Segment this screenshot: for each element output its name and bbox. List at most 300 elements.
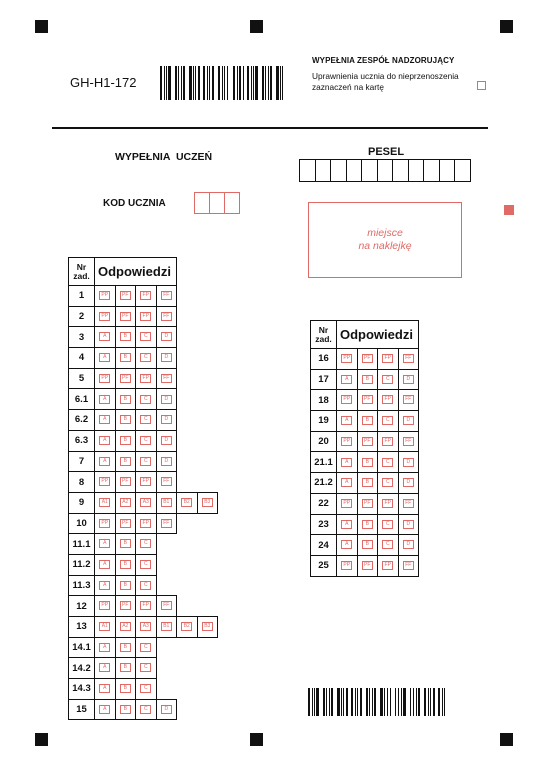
answer-option-cell[interactable] xyxy=(95,513,116,534)
answer-option-box[interactable]: C xyxy=(140,643,151,652)
answer-option-cell[interactable] xyxy=(136,286,157,307)
empty-cell xyxy=(177,368,198,389)
answer-option-cell[interactable] xyxy=(95,327,116,348)
answer-option-cell[interactable] xyxy=(337,535,358,556)
answer-option-box[interactable]: FP xyxy=(140,601,151,610)
answer-option-box[interactable]: A xyxy=(99,436,110,445)
answer-option-box[interactable]: A xyxy=(99,560,110,569)
answer-option-cell[interactable] xyxy=(357,514,378,535)
answer-option-box[interactable]: PP xyxy=(341,395,352,404)
question-number: 12 xyxy=(69,596,95,617)
answer-option-box[interactable]: C xyxy=(382,520,393,529)
answer-option-cell[interactable] xyxy=(156,596,177,617)
answer-option-cell[interactable] xyxy=(136,554,157,575)
answer-option-box[interactable]: FP xyxy=(140,374,151,383)
answer-option-box[interactable]: FF xyxy=(403,499,414,508)
answer-option-cell[interactable] xyxy=(398,473,419,494)
empty-cell xyxy=(177,637,198,658)
empty-cell xyxy=(177,699,198,720)
answer-option-box[interactable]: C xyxy=(140,332,151,341)
answer-option-cell[interactable] xyxy=(136,637,157,658)
answer-option-box[interactable]: B xyxy=(362,416,373,425)
answer-option-box[interactable]: PP xyxy=(341,354,352,363)
answer-option-cell[interactable] xyxy=(156,368,177,389)
answer-option-cell[interactable] xyxy=(136,679,157,700)
empty-cell xyxy=(197,327,218,348)
barcode-stripe xyxy=(384,688,385,716)
answer-option-cell[interactable] xyxy=(95,596,116,617)
answer-option-box[interactable]: A xyxy=(341,458,352,467)
answer-option-cell[interactable] xyxy=(357,452,378,473)
answer-option-box[interactable]: A xyxy=(99,395,110,404)
answer-option-box[interactable]: D xyxy=(403,458,414,467)
answer-option-cell[interactable] xyxy=(136,492,157,513)
answer-option-box[interactable]: PF xyxy=(120,601,131,610)
answer-option-box[interactable]: B xyxy=(120,560,131,569)
student-code-box[interactable] xyxy=(194,192,210,214)
answer-option-cell[interactable] xyxy=(136,327,157,348)
question-number: 13 xyxy=(69,617,95,638)
barcode-stripe xyxy=(273,66,274,100)
answer-option-cell[interactable] xyxy=(337,349,358,370)
answer-option-box[interactable]: A xyxy=(99,684,110,693)
answer-option-cell[interactable] xyxy=(136,513,157,534)
barcode-stripe xyxy=(312,688,313,716)
answer-option-cell[interactable] xyxy=(95,637,116,658)
answer-option-cell[interactable] xyxy=(95,472,116,493)
answer-option-cell[interactable] xyxy=(115,534,136,555)
answer-option-box[interactable]: B xyxy=(120,395,131,404)
answer-option-cell[interactable] xyxy=(136,596,157,617)
answer-option-box[interactable]: B xyxy=(120,663,131,672)
answer-option-cell[interactable] xyxy=(95,554,116,575)
student-code-box[interactable] xyxy=(224,192,240,214)
answer-option-cell[interactable] xyxy=(337,452,358,473)
answer-option-box[interactable]: D xyxy=(161,415,172,424)
answer-option-cell[interactable] xyxy=(136,472,157,493)
answer-option-box[interactable]: A3 xyxy=(140,622,151,631)
answer-option-box[interactable]: C xyxy=(140,705,151,714)
barcode-stripe xyxy=(308,688,310,716)
answer-option-cell[interactable] xyxy=(378,349,399,370)
question-number: 10 xyxy=(69,513,95,534)
answer-option-box[interactable]: D xyxy=(161,436,172,445)
answer-option-box[interactable]: A xyxy=(99,332,110,341)
answer-option-cell[interactable] xyxy=(177,617,198,638)
answer-option-box[interactable]: D xyxy=(403,520,414,529)
barcode-stripe xyxy=(164,66,165,100)
answer-option-box[interactable]: PP xyxy=(99,291,110,300)
answer-option-cell[interactable] xyxy=(156,451,177,472)
answer-option-box[interactable]: A xyxy=(99,353,110,362)
answer-option-box[interactable]: D xyxy=(403,416,414,425)
answer-option-box[interactable]: B xyxy=(362,458,373,467)
answer-option-box[interactable]: C xyxy=(140,560,151,569)
pesel-digit-box[interactable] xyxy=(377,159,394,182)
answer-option-box[interactable]: D xyxy=(161,457,172,466)
answer-option-box[interactable]: A1 xyxy=(99,622,110,631)
pesel-digit-box[interactable] xyxy=(346,159,363,182)
answer-option-cell[interactable] xyxy=(156,617,177,638)
answer-row xyxy=(69,637,218,658)
answer-option-cell[interactable] xyxy=(398,493,419,514)
answer-option-box[interactable]: D xyxy=(161,353,172,362)
answer-option-cell[interactable] xyxy=(337,411,358,432)
answer-option-cell[interactable] xyxy=(95,617,116,638)
answer-option-cell[interactable] xyxy=(156,430,177,451)
answer-option-cell[interactable] xyxy=(95,679,116,700)
answer-option-cell[interactable] xyxy=(115,679,136,700)
answer-option-box[interactable]: FF xyxy=(161,477,172,486)
answer-option-box[interactable]: D xyxy=(403,375,414,384)
pesel-digit-box[interactable] xyxy=(423,159,440,182)
barcode-stripe xyxy=(262,66,264,100)
answer-option-box[interactable]: FP xyxy=(382,437,393,446)
answer-option-box[interactable]: A xyxy=(99,663,110,672)
answer-option-box[interactable]: C xyxy=(382,478,393,487)
answer-option-cell[interactable] xyxy=(357,390,378,411)
answer-option-box[interactable]: FF xyxy=(161,519,172,528)
answer-option-cell[interactable] xyxy=(357,369,378,390)
answer-option-cell[interactable] xyxy=(115,617,136,638)
answer-option-box[interactable]: A xyxy=(99,415,110,424)
answer-option-box[interactable]: PP xyxy=(99,374,110,383)
answer-option-box[interactable]: B xyxy=(362,520,373,529)
answer-option-box[interactable]: A xyxy=(99,643,110,652)
answer-option-cell[interactable] xyxy=(136,617,157,638)
answer-option-box[interactable]: B1 xyxy=(161,498,172,507)
answer-option-cell[interactable] xyxy=(136,306,157,327)
answer-option-box[interactable]: B xyxy=(120,332,131,341)
answer-option-cell[interactable] xyxy=(398,555,419,576)
answer-option-box[interactable]: FF xyxy=(403,561,414,570)
answer-option-cell[interactable] xyxy=(337,473,358,494)
answer-option-box[interactable]: PF xyxy=(362,499,373,508)
answer-option-cell[interactable] xyxy=(177,492,198,513)
answer-option-box[interactable]: B xyxy=(120,457,131,466)
answer-option-cell[interactable] xyxy=(378,473,399,494)
answer-option-box[interactable]: PP xyxy=(99,312,110,321)
answer-option-cell[interactable] xyxy=(378,555,399,576)
barcode-stripe xyxy=(378,688,379,716)
answer-option-box[interactable]: A2 xyxy=(120,498,131,507)
answer-option-cell[interactable] xyxy=(337,493,358,514)
answer-option-cell[interactable] xyxy=(95,699,116,720)
answer-option-box[interactable]: FF xyxy=(403,395,414,404)
answer-option-box[interactable]: C xyxy=(140,663,151,672)
answer-option-cell[interactable] xyxy=(115,658,136,679)
answer-option-box[interactable]: A xyxy=(341,416,352,425)
answer-option-box[interactable]: FF xyxy=(161,312,172,321)
answer-option-cell[interactable] xyxy=(357,349,378,370)
answer-option-cell[interactable] xyxy=(378,452,399,473)
answer-option-box[interactable]: A xyxy=(341,520,352,529)
answer-option-cell[interactable] xyxy=(115,472,136,493)
answer-option-cell[interactable] xyxy=(156,472,177,493)
answer-option-cell[interactable] xyxy=(378,535,399,556)
answer-option-cell[interactable] xyxy=(337,555,358,576)
answer-option-cell[interactable] xyxy=(136,699,157,720)
answer-option-box[interactable]: FP xyxy=(140,477,151,486)
answer-option-box[interactable]: B1 xyxy=(161,622,172,631)
answer-option-box[interactable]: A xyxy=(341,478,352,487)
answer-option-cell[interactable] xyxy=(95,575,116,596)
pesel-digit-box[interactable] xyxy=(392,159,409,182)
answer-option-box[interactable]: C xyxy=(140,353,151,362)
answer-option-cell[interactable] xyxy=(95,306,116,327)
answer-option-cell[interactable] xyxy=(115,554,136,575)
answer-option-cell[interactable] xyxy=(95,410,116,431)
answer-option-box[interactable]: FF xyxy=(161,374,172,383)
answer-option-cell[interactable] xyxy=(95,286,116,307)
answer-option-cell[interactable] xyxy=(156,410,177,431)
answer-option-box[interactable]: PF xyxy=(120,519,131,528)
answer-option-box[interactable]: PP xyxy=(341,499,352,508)
column-header-nr-line2: zad. xyxy=(315,333,332,344)
answer-option-box[interactable]: B xyxy=(120,684,131,693)
answer-option-cell[interactable] xyxy=(115,699,136,720)
supervisors-checkbox[interactable] xyxy=(477,81,486,90)
answer-option-box[interactable]: FF xyxy=(161,601,172,610)
answer-option-box[interactable]: PF xyxy=(362,437,373,446)
answer-option-cell[interactable] xyxy=(115,389,136,410)
answer-option-cell[interactable] xyxy=(115,637,136,658)
answer-option-cell[interactable] xyxy=(115,348,136,369)
answer-option-cell[interactable] xyxy=(136,451,157,472)
pesel-digit-box[interactable] xyxy=(299,159,316,182)
answer-option-cell[interactable] xyxy=(115,368,136,389)
answer-option-box[interactable]: C xyxy=(140,539,151,548)
answer-option-cell[interactable] xyxy=(156,306,177,327)
answer-option-box[interactable]: C xyxy=(140,436,151,445)
answer-option-box[interactable]: A xyxy=(99,539,110,548)
answer-option-cell[interactable] xyxy=(398,390,419,411)
answer-option-cell[interactable] xyxy=(378,390,399,411)
answer-option-cell[interactable] xyxy=(115,410,136,431)
answer-option-cell[interactable] xyxy=(136,658,157,679)
answer-option-box[interactable]: A2 xyxy=(120,622,131,631)
answer-option-box[interactable]: PF xyxy=(120,312,131,321)
answer-option-box[interactable]: PP xyxy=(99,519,110,528)
answer-option-box[interactable]: B xyxy=(362,375,373,384)
answer-option-box[interactable]: B xyxy=(362,478,373,487)
answer-option-box[interactable]: PF xyxy=(120,374,131,383)
answer-option-cell[interactable] xyxy=(136,410,157,431)
answer-option-cell[interactable] xyxy=(115,327,136,348)
answer-option-cell[interactable] xyxy=(398,431,419,452)
answer-option-box[interactable]: FF xyxy=(403,437,414,446)
answer-option-cell[interactable] xyxy=(115,286,136,307)
answer-option-box[interactable]: B xyxy=(120,539,131,548)
answer-option-cell[interactable] xyxy=(136,575,157,596)
empty-cell xyxy=(177,658,198,679)
empty-cell xyxy=(197,513,218,534)
answer-option-box[interactable]: FF xyxy=(403,354,414,363)
answer-option-cell[interactable] xyxy=(357,555,378,576)
answer-option-cell[interactable] xyxy=(156,348,177,369)
answer-row xyxy=(311,473,419,494)
answer-option-cell[interactable] xyxy=(136,389,157,410)
answer-option-cell[interactable] xyxy=(115,492,136,513)
answer-option-cell[interactable] xyxy=(115,596,136,617)
answer-option-box[interactable]: C xyxy=(140,395,151,404)
answer-option-cell[interactable] xyxy=(95,389,116,410)
answer-option-cell[interactable] xyxy=(156,699,177,720)
answer-option-cell[interactable] xyxy=(197,617,218,638)
answer-option-cell[interactable] xyxy=(115,513,136,534)
empty-cell xyxy=(177,679,198,700)
answer-option-cell[interactable] xyxy=(337,431,358,452)
answer-option-box[interactable]: B xyxy=(120,415,131,424)
answer-option-box[interactable]: FP xyxy=(140,312,151,321)
answer-option-box[interactable]: B xyxy=(120,581,131,590)
answer-option-cell[interactable] xyxy=(95,451,116,472)
answer-option-cell[interactable] xyxy=(337,369,358,390)
pesel-digit-box[interactable] xyxy=(408,159,425,182)
answer-option-cell[interactable] xyxy=(156,389,177,410)
answer-option-box[interactable]: A1 xyxy=(99,498,110,507)
answer-option-box[interactable]: FP xyxy=(140,291,151,300)
barcode-stripe xyxy=(374,688,376,716)
answer-option-box[interactable]: FP xyxy=(382,354,393,363)
answer-option-box[interactable]: FF xyxy=(161,291,172,300)
answer-option-cell[interactable] xyxy=(378,369,399,390)
answer-option-cell[interactable] xyxy=(156,492,177,513)
answer-option-box[interactable]: FP xyxy=(140,519,151,528)
answer-row xyxy=(69,575,218,596)
answer-option-box[interactable]: PF xyxy=(362,395,373,404)
answer-option-box[interactable]: C xyxy=(382,416,393,425)
answer-option-cell[interactable] xyxy=(398,514,419,535)
answer-option-cell[interactable] xyxy=(357,411,378,432)
barcode-stripe xyxy=(178,66,179,100)
answer-option-cell[interactable] xyxy=(398,369,419,390)
answer-option-box[interactable]: FP xyxy=(382,395,393,404)
answer-option-cell[interactable] xyxy=(95,492,116,513)
answer-option-cell[interactable] xyxy=(136,368,157,389)
answer-option-cell[interactable] xyxy=(136,534,157,555)
answer-option-box[interactable]: FP xyxy=(382,499,393,508)
answer-option-box[interactable]: A xyxy=(99,457,110,466)
answer-option-box[interactable]: PP xyxy=(99,601,110,610)
answer-option-cell[interactable] xyxy=(357,493,378,514)
answer-option-box[interactable]: PF xyxy=(120,291,131,300)
question-number: 15 xyxy=(69,699,95,720)
answer-option-cell[interactable] xyxy=(95,368,116,389)
pesel-digit-box[interactable] xyxy=(361,159,378,182)
question-number: 17 xyxy=(311,369,337,390)
question-number: 25 xyxy=(311,555,337,576)
answer-option-box[interactable]: B xyxy=(120,436,131,445)
answer-option-box[interactable]: A3 xyxy=(140,498,151,507)
answer-option-cell[interactable] xyxy=(378,431,399,452)
answer-option-cell[interactable] xyxy=(378,514,399,535)
answer-option-box[interactable]: B2 xyxy=(181,622,192,631)
answer-option-box[interactable]: PP xyxy=(99,477,110,486)
answer-option-box[interactable]: B3 xyxy=(202,622,213,631)
pesel-digit-box[interactable] xyxy=(454,159,471,182)
answer-option-box[interactable]: A xyxy=(341,375,352,384)
answer-option-cell[interactable] xyxy=(115,575,136,596)
answer-option-cell[interactable] xyxy=(378,493,399,514)
student-code-box[interactable] xyxy=(209,192,225,214)
answer-option-box[interactable]: C xyxy=(382,458,393,467)
answer-option-cell[interactable] xyxy=(337,390,358,411)
answer-option-box[interactable]: PF xyxy=(120,477,131,486)
answer-option-box[interactable]: PP xyxy=(341,561,352,570)
answer-option-cell[interactable] xyxy=(115,306,136,327)
answer-option-cell[interactable] xyxy=(115,430,136,451)
answer-option-box[interactable]: A xyxy=(99,581,110,590)
answer-option-box[interactable]: D xyxy=(403,540,414,549)
answer-option-box[interactable]: C xyxy=(140,581,151,590)
answer-option-box[interactable]: PP xyxy=(341,437,352,446)
pesel-digit-box[interactable] xyxy=(439,159,456,182)
answer-option-cell[interactable] xyxy=(398,411,419,432)
answer-option-box[interactable]: C xyxy=(140,415,151,424)
answer-option-cell[interactable] xyxy=(156,286,177,307)
answer-row xyxy=(69,554,218,575)
answer-option-cell[interactable] xyxy=(357,535,378,556)
answer-option-cell[interactable] xyxy=(136,348,157,369)
answer-option-box[interactable]: C xyxy=(140,684,151,693)
answer-option-box[interactable]: B2 xyxy=(181,498,192,507)
answer-option-cell[interactable] xyxy=(357,473,378,494)
answer-option-cell[interactable] xyxy=(398,452,419,473)
answer-option-cell[interactable] xyxy=(156,513,177,534)
answer-option-box[interactable]: C xyxy=(382,375,393,384)
answer-option-cell[interactable] xyxy=(115,451,136,472)
answer-option-box[interactable]: D xyxy=(161,705,172,714)
answer-option-cell[interactable] xyxy=(398,535,419,556)
sheet-code: GH-H1-172 xyxy=(70,75,137,90)
answer-option-box[interactable]: D xyxy=(161,395,172,404)
barcode-stripe xyxy=(321,688,322,716)
answer-option-box[interactable]: D xyxy=(161,332,172,341)
answer-option-cell[interactable] xyxy=(378,411,399,432)
answer-option-cell[interactable] xyxy=(357,431,378,452)
answer-option-cell[interactable] xyxy=(136,430,157,451)
answer-option-box[interactable]: B xyxy=(120,705,131,714)
answer-option-box[interactable]: PF xyxy=(362,354,373,363)
answer-option-cell[interactable] xyxy=(398,349,419,370)
answer-option-box[interactable]: B xyxy=(120,643,131,652)
pesel-digit-box[interactable] xyxy=(315,159,332,182)
answer-option-cell[interactable] xyxy=(95,430,116,451)
answer-option-cell[interactable] xyxy=(95,348,116,369)
answer-option-box[interactable]: A xyxy=(341,540,352,549)
empty-cell xyxy=(197,554,218,575)
answer-option-cell[interactable] xyxy=(337,514,358,535)
answer-option-box[interactable]: FP xyxy=(382,561,393,570)
answer-option-cell[interactable] xyxy=(95,534,116,555)
answer-option-box[interactable]: B xyxy=(120,353,131,362)
answer-option-box[interactable]: PF xyxy=(362,561,373,570)
answer-option-box[interactable]: B xyxy=(362,540,373,549)
answer-option-box[interactable]: D xyxy=(403,478,414,487)
answer-row xyxy=(69,617,218,638)
answer-option-box[interactable]: C xyxy=(140,457,151,466)
answer-option-box[interactable]: A xyxy=(99,705,110,714)
answer-option-box[interactable]: C xyxy=(382,540,393,549)
answer-option-cell[interactable] xyxy=(197,492,218,513)
answer-option-cell[interactable] xyxy=(95,658,116,679)
answer-option-cell[interactable] xyxy=(156,327,177,348)
answer-option-box[interactable]: B3 xyxy=(202,498,213,507)
barcode-stripe xyxy=(323,688,325,716)
barcode-stripe xyxy=(357,688,358,716)
pesel-digit-box[interactable] xyxy=(330,159,347,182)
